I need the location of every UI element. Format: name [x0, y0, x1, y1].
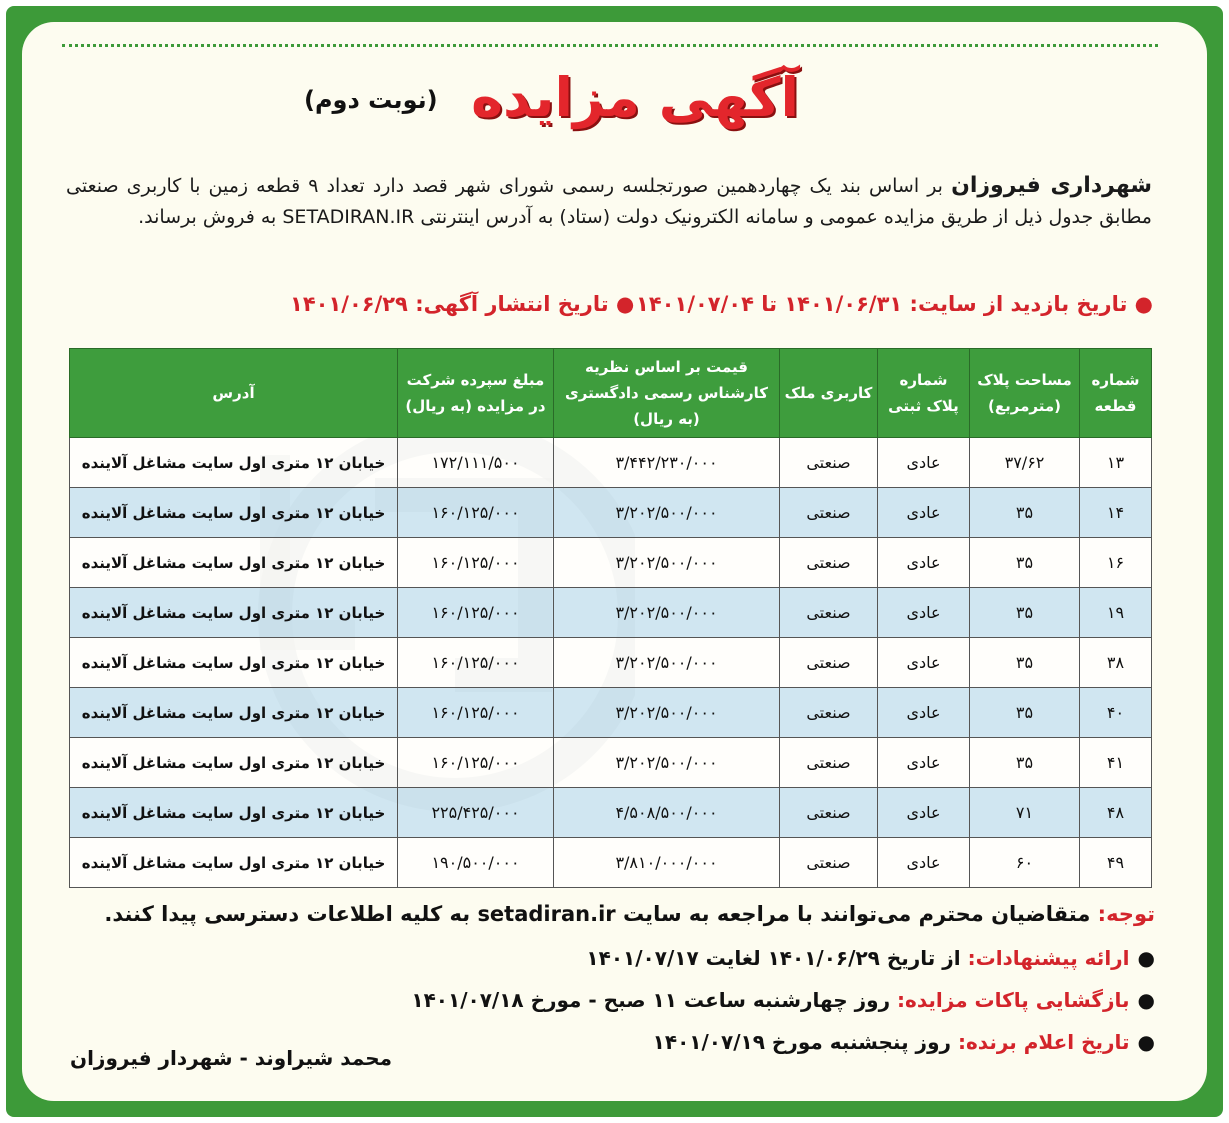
- schedule-item: [411, 988, 1155, 1012]
- cell-deposit: ۱۶۰/۱۲۵/۰۰۰: [398, 688, 554, 738]
- cell-reg-no: عادی: [878, 738, 970, 788]
- cell-address: خیابان ۱۲ متری اول سایت مشاغل آلاینده: [70, 688, 398, 738]
- cell-area: ۳۵: [970, 688, 1080, 738]
- visit-label: تاریخ بازدید از سایت:: [909, 292, 1128, 316]
- cell-address: خیابان ۱۲ متری اول سایت مشاغل آلاینده: [70, 588, 398, 638]
- cell-price: ۳/۴۴۲/۲۳۰/۰۰۰: [554, 438, 780, 488]
- cell-usage: صنعتی: [780, 538, 878, 588]
- cell-plot-no: ۴۸: [1080, 788, 1152, 838]
- cell-deposit: ۱۶۰/۱۲۵/۰۰۰: [398, 738, 554, 788]
- main-title: آگهی مزایده: [471, 66, 799, 129]
- org-name: شهرداری فیروزان: [951, 173, 1152, 198]
- publish-date: [290, 292, 634, 316]
- bullet-icon: ●: [615, 292, 635, 316]
- cell-area: ۷۱: [970, 788, 1080, 838]
- cell-reg-no: عادی: [878, 538, 970, 588]
- cell-deposit: ۱۶۰/۱۲۵/۰۰۰: [398, 538, 554, 588]
- visit-dates: [636, 292, 1153, 316]
- schedule-label: تاریخ اعلام برنده:: [957, 1030, 1130, 1054]
- cell-address: خیابان ۱۲ متری اول سایت مشاغل آلاینده: [70, 438, 398, 488]
- cell-area: ۳۵: [970, 588, 1080, 638]
- publish-label: تاریخ انتشار آگهی:: [415, 292, 609, 316]
- intro-paragraph: [66, 170, 1152, 233]
- cell-deposit: ۱۶۰/۱۲۵/۰۰۰: [398, 488, 554, 538]
- visit-value: ۱۴۰۱/۰۶/۳۱ تا ۱۴۰۱/۰۷/۰۴: [636, 292, 903, 316]
- cell-plot-no: ۴۹: [1080, 838, 1152, 888]
- cell-plot-no: ۱۹: [1080, 588, 1152, 638]
- cell-price: ۴/۵۰۸/۵۰۰/۰۰۰: [554, 788, 780, 838]
- cell-deposit: ۱۹۰/۵۰۰/۰۰۰: [398, 838, 554, 888]
- cell-price: ۳/۸۱۰/۰۰۰/۰۰۰: [554, 838, 780, 888]
- header-reg-no: شماره پلاک ثبتی: [878, 349, 970, 438]
- bullet-icon: ●: [1137, 946, 1155, 970]
- cell-address: خیابان ۱۲ متری اول سایت مشاغل آلاینده: [70, 638, 398, 688]
- cell-address: خیابان ۱۲ متری اول سایت مشاغل آلاینده: [70, 838, 398, 888]
- note: [104, 902, 1155, 926]
- schedule-label: بازگشایی پاکات مزایده:: [897, 988, 1130, 1012]
- cell-plot-no: ۱۳: [1080, 438, 1152, 488]
- cell-usage: صنعتی: [780, 638, 878, 688]
- cell-usage: صنعتی: [780, 588, 878, 638]
- cell-usage: صنعتی: [780, 688, 878, 738]
- schedule-item: [653, 1030, 1155, 1054]
- cell-plot-no: ۱۶: [1080, 538, 1152, 588]
- cell-address: خیابان ۱۲ متری اول سایت مشاغل آلاینده: [70, 738, 398, 788]
- table-row: [70, 538, 1152, 588]
- schedule-value: روز پنجشنبه مورخ ۱۴۰۱/۰۷/۱۹: [652, 1030, 952, 1054]
- cell-address: خیابان ۱۲ متری اول سایت مشاغل آلاینده: [70, 538, 398, 588]
- cell-address: خیابان ۱۲ متری اول سایت مشاغل آلاینده: [70, 788, 398, 838]
- signature: محمد شیراوند - شهردار فیروزان: [70, 1046, 393, 1070]
- bullet-icon: ●: [1137, 1030, 1155, 1054]
- table-body: [70, 438, 1152, 888]
- dotted-divider: [62, 44, 1158, 47]
- cell-area: ۳۷/۶۲: [970, 438, 1080, 488]
- header-plot-no: شماره قطعه: [1080, 349, 1152, 438]
- cell-area: ۳۵: [970, 638, 1080, 688]
- table-row: [70, 738, 1152, 788]
- bullet-icon: ●: [1137, 988, 1155, 1012]
- publish-value: ۱۴۰۱/۰۶/۲۹: [290, 292, 408, 316]
- cell-reg-no: عادی: [878, 688, 970, 738]
- schedule-value: از تاریخ ۱۴۰۱/۰۶/۲۹ لغایت ۱۴۰۱/۰۷/۱۷: [586, 946, 961, 970]
- table-row: [70, 488, 1152, 538]
- cell-reg-no: عادی: [878, 838, 970, 888]
- cell-area: ۳۵: [970, 538, 1080, 588]
- cell-plot-no: ۴۰: [1080, 688, 1152, 738]
- cell-price: ۳/۲۰۲/۵۰۰/۰۰۰: [554, 738, 780, 788]
- table-row: [70, 838, 1152, 888]
- cell-price: ۳/۲۰۲/۵۰۰/۰۰۰: [554, 688, 780, 738]
- cell-reg-no: عادی: [878, 588, 970, 638]
- auction-table: [69, 348, 1152, 888]
- schedule-value: روز چهارشنبه ساعت ۱۱ صبح - مورخ ۱۴۰۱/۰۷/۱۸: [411, 988, 891, 1012]
- cell-deposit: ۲۲۵/۴۲۵/۰۰۰: [398, 788, 554, 838]
- table-row: [70, 638, 1152, 688]
- header-price: قیمت بر اساس نظریه کارشناس رسمی دادگستری (به ریال): [554, 349, 780, 438]
- cell-usage: صنعتی: [780, 738, 878, 788]
- cell-deposit: ۱۷۲/۱۱۱/۵۰۰: [398, 438, 554, 488]
- cell-reg-no: عادی: [878, 488, 970, 538]
- cell-reg-no: عادی: [878, 788, 970, 838]
- cell-area: ۳۵: [970, 738, 1080, 788]
- header-deposit: مبلغ سپرده شرکت در مزایده (به ریال): [398, 349, 554, 438]
- cell-address: خیابان ۱۲ متری اول سایت مشاغل آلاینده: [70, 488, 398, 538]
- header-usage: کاربری ملک: [780, 349, 878, 438]
- cell-price: ۳/۲۰۲/۵۰۰/۰۰۰: [554, 638, 780, 688]
- header-address: آدرس: [70, 349, 398, 438]
- cell-price: ۳/۲۰۲/۵۰۰/۰۰۰: [554, 488, 780, 538]
- cell-plot-no: ۱۴: [1080, 488, 1152, 538]
- cell-deposit: ۱۶۰/۱۲۵/۰۰۰: [398, 638, 554, 688]
- header-area: مساحت پلاک (مترمربع): [970, 349, 1080, 438]
- table-row: [70, 688, 1152, 738]
- schedule-label: ارائه پیشنهادات:: [967, 946, 1130, 970]
- cell-price: ۳/۲۰۲/۵۰۰/۰۰۰: [554, 538, 780, 588]
- cell-reg-no: عادی: [878, 438, 970, 488]
- cell-usage: صنعتی: [780, 788, 878, 838]
- cell-usage: صنعتی: [780, 838, 878, 888]
- table-row: [70, 788, 1152, 838]
- table-row: [70, 438, 1152, 488]
- cell-usage: صنعتی: [780, 488, 878, 538]
- intro-text: بر اساس بند یک چهاردهمین صورتجلسه رسمی شورای شهر قصد دارد تعداد ۹ قطعه زمین با کاربری صنعتی مطابق جدول ذیل از طریق مزایده عمومی و سامانه الکترونیک دولت (ستاد) به آدرس اینترنتی SETADIRAN.IR به فروش برساند.: [66, 175, 1152, 228]
- bullet-icon: ●: [1134, 292, 1153, 316]
- table-row: [70, 588, 1152, 638]
- cell-plot-no: ۳۸: [1080, 638, 1152, 688]
- cell-plot-no: ۴۱: [1080, 738, 1152, 788]
- cell-area: ۶۰: [970, 838, 1080, 888]
- cell-deposit: ۱۶۰/۱۲۵/۰۰۰: [398, 588, 554, 638]
- cell-area: ۳۵: [970, 488, 1080, 538]
- note-label: توجه:: [1097, 902, 1155, 926]
- cell-price: ۳/۲۰۲/۵۰۰/۰۰۰: [554, 588, 780, 638]
- schedule-item: [586, 946, 1155, 970]
- sub-title: (نوبت دوم): [304, 86, 438, 114]
- cell-reg-no: عادی: [878, 638, 970, 688]
- table-header-row: [70, 349, 1152, 438]
- note-text: متقاضیان محترم می‌توانند با مراجعه به سایت setadiran.ir به کلیه اطلاعات دسترسی پیدا کنند.: [104, 902, 1091, 926]
- cell-usage: صنعتی: [780, 438, 878, 488]
